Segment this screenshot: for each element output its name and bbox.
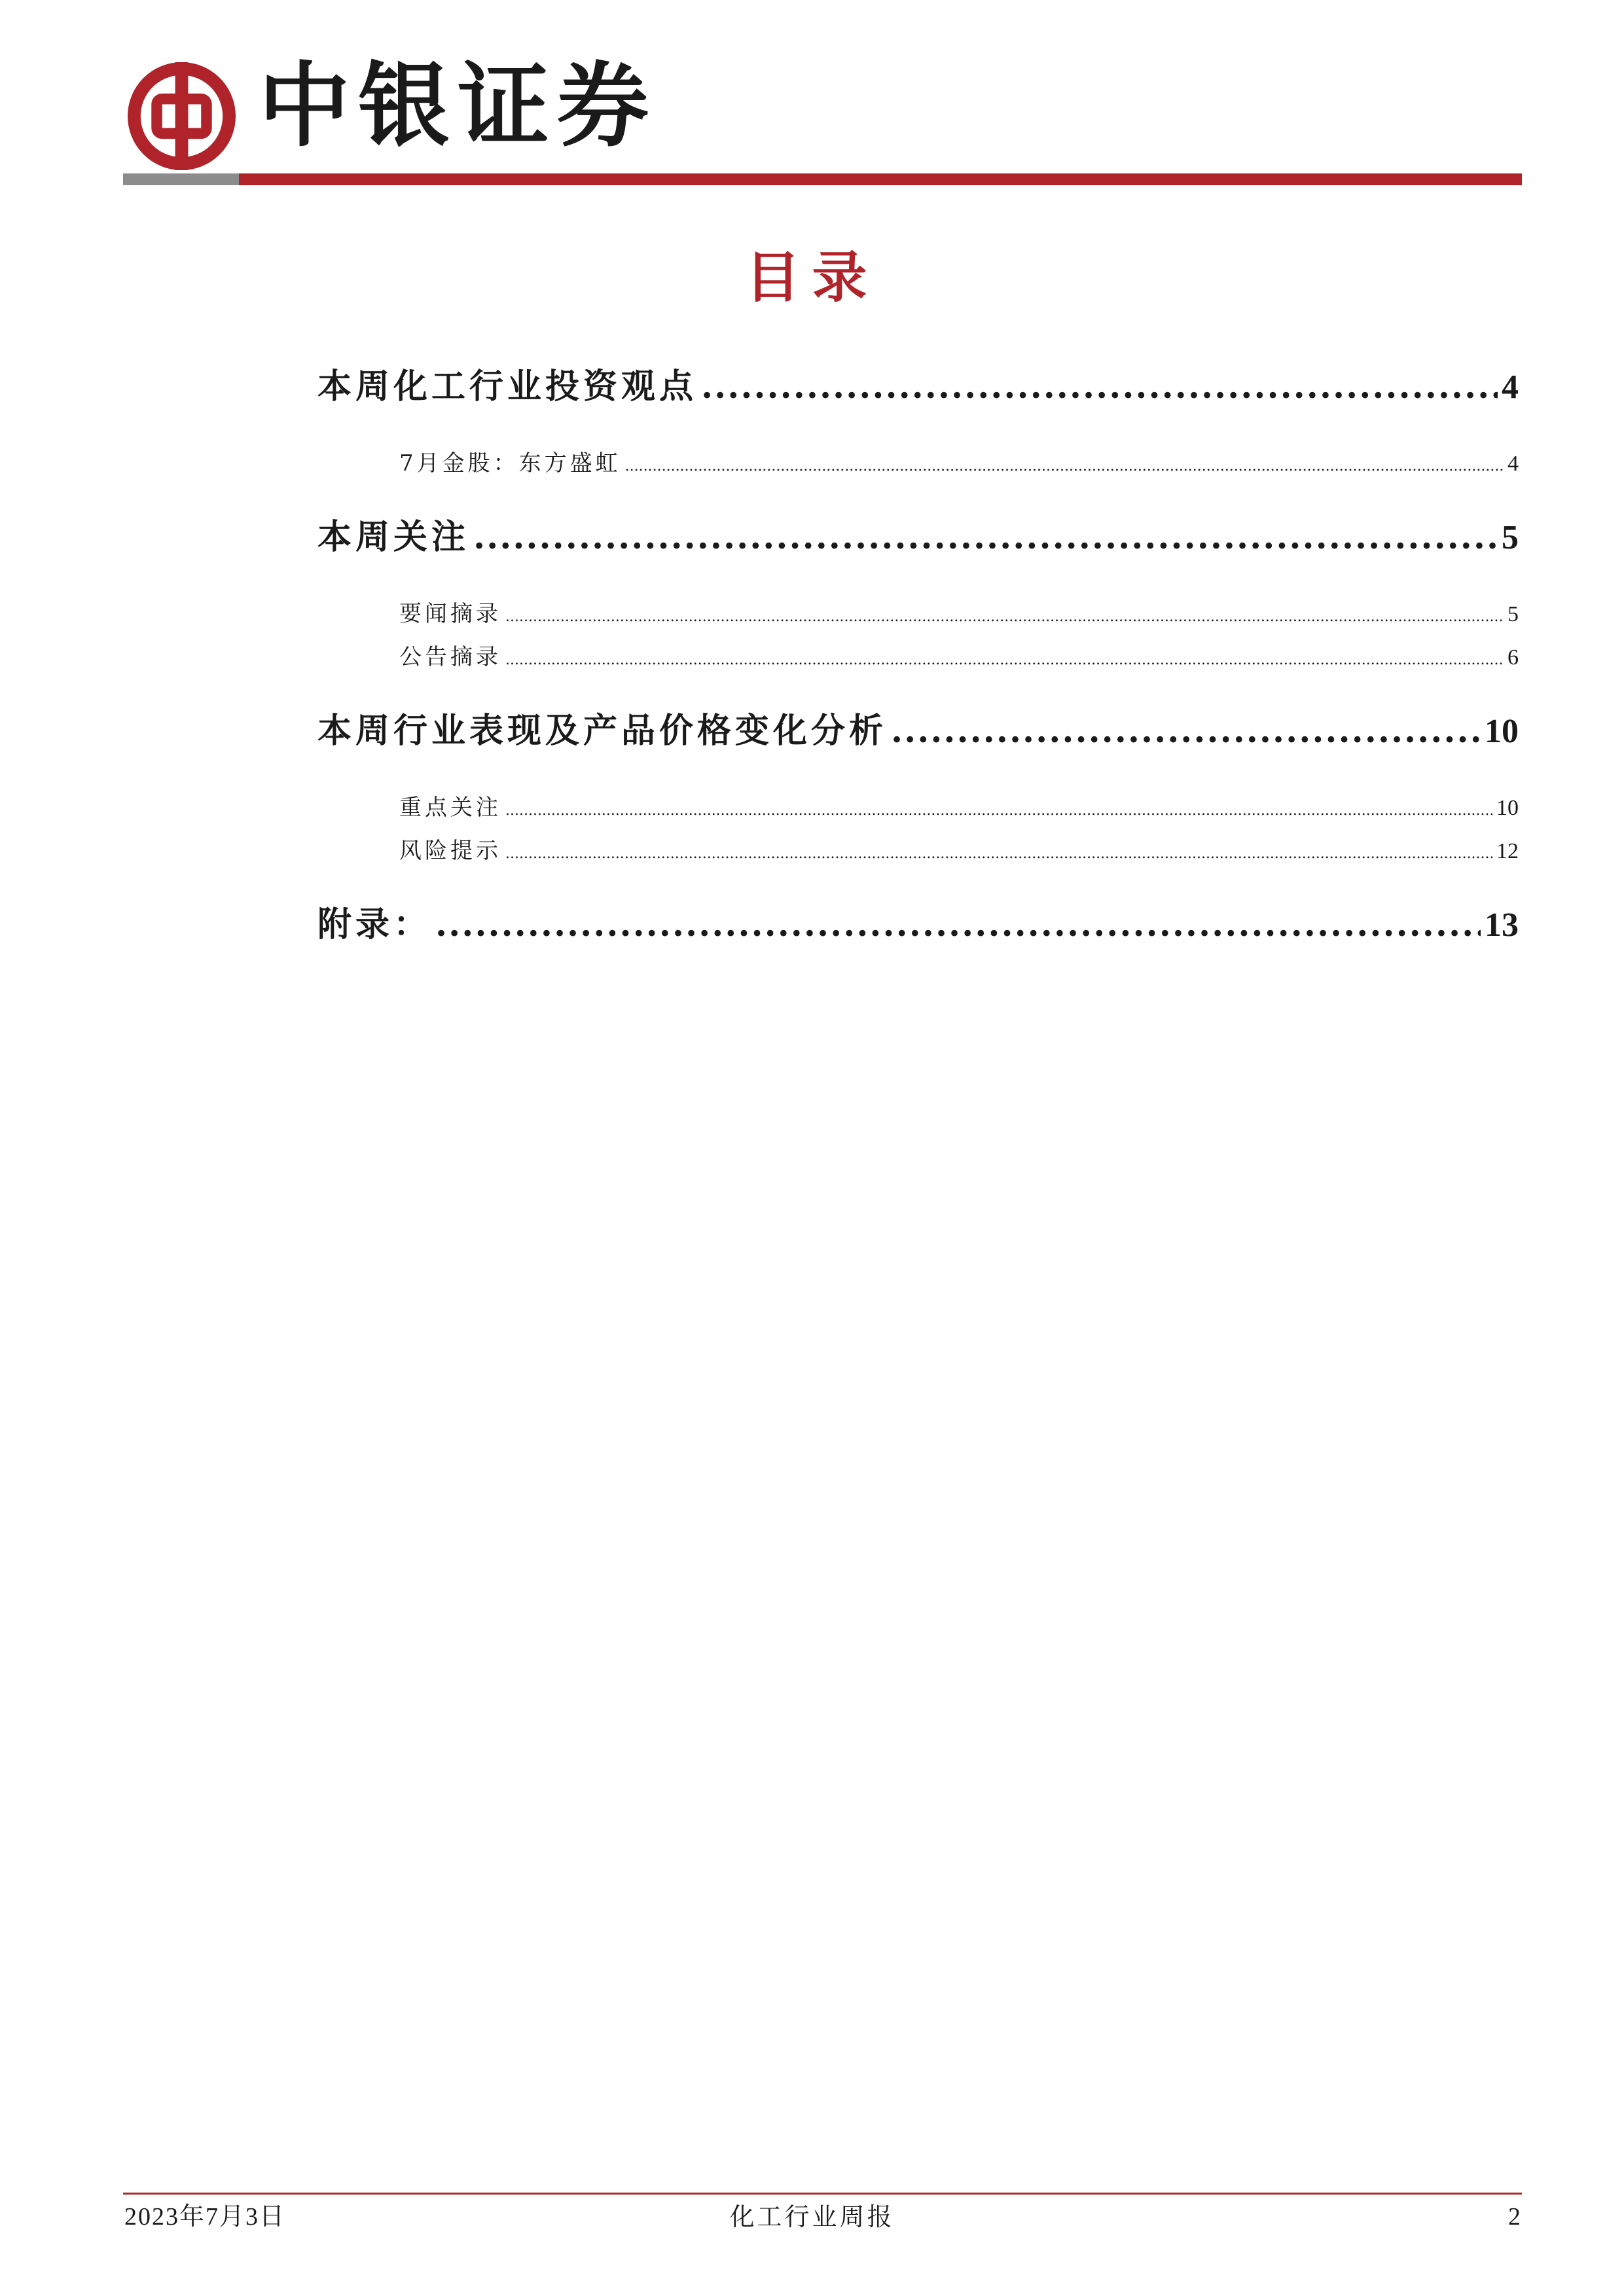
toc-entry-announcement-digest[interactable] <box>317 639 1519 671</box>
toc-entry-label: 重点关注 <box>399 795 501 821</box>
toc-entry-label: 本周化工行业投资观点 <box>317 367 698 406</box>
toc-entry-industry-performance[interactable] <box>317 703 1519 752</box>
footer-page-number: 2 <box>1508 2203 1521 2231</box>
toc-entry-page: 10 <box>1485 713 1519 750</box>
header-rule-gray <box>123 173 239 185</box>
toc-entry-page: 4 <box>1507 452 1519 476</box>
toc-entry-label: 本周关注 <box>317 517 470 557</box>
toc-entry-page: 6 <box>1507 645 1519 670</box>
header-rule-red <box>239 173 1522 185</box>
toc-entry-page: 5 <box>1507 602 1519 626</box>
footer-rule <box>123 2193 1522 2195</box>
toc-entry-risk-warning[interactable] <box>317 833 1519 865</box>
toc-leader-dots <box>625 458 1504 475</box>
toc-entry-label: 要闻摘录 <box>399 601 501 627</box>
page-header <box>0 0 1624 196</box>
toc-leader-dots <box>473 517 1498 557</box>
toc-entry-page: 12 <box>1496 839 1519 863</box>
footer-date: 2023年7月3日 <box>124 2203 286 2231</box>
toc-leader-dots <box>891 711 1481 751</box>
toc-entry-news-digest[interactable] <box>317 596 1519 628</box>
toc-leader-dots <box>505 802 1492 819</box>
toc-leader-dots <box>505 652 1504 668</box>
brand-name: 中银证券 <box>259 52 657 160</box>
toc-leader-dots <box>435 905 1481 944</box>
toc-entry-weekly-focus[interactable] <box>317 509 1519 558</box>
toc-entry-page: 10 <box>1496 796 1519 820</box>
footer-report-name: 化工行业周报 <box>729 2202 895 2231</box>
bank-of-china-logo-icon <box>128 62 236 170</box>
toc-leader-dots <box>505 609 1504 625</box>
toc-entry-label: 附录： <box>317 905 432 944</box>
toc-entry-investment-view[interactable] <box>317 359 1519 408</box>
toc-entry-key-focus[interactable] <box>317 789 1519 821</box>
toc-entry-label: 风险提示 <box>399 838 501 864</box>
toc-entry-july-stock[interactable] <box>317 445 1519 477</box>
toc-leader-dots <box>505 846 1492 862</box>
toc-leader-dots <box>701 367 1498 406</box>
toc-entry-label: 公告摘录 <box>399 644 501 670</box>
toc-entry-label: 本周行业表现及产品价格变化分析 <box>317 711 888 751</box>
toc-title: 目录 <box>745 245 879 310</box>
toc-entry-page: 4 <box>1502 368 1519 406</box>
toc-entry-appendix[interactable] <box>317 897 1519 946</box>
toc-entry-page: 13 <box>1485 906 1519 944</box>
toc-entry-page: 5 <box>1502 519 1519 556</box>
toc-entry-label: 7月金股：东方盛虹 <box>399 450 621 476</box>
